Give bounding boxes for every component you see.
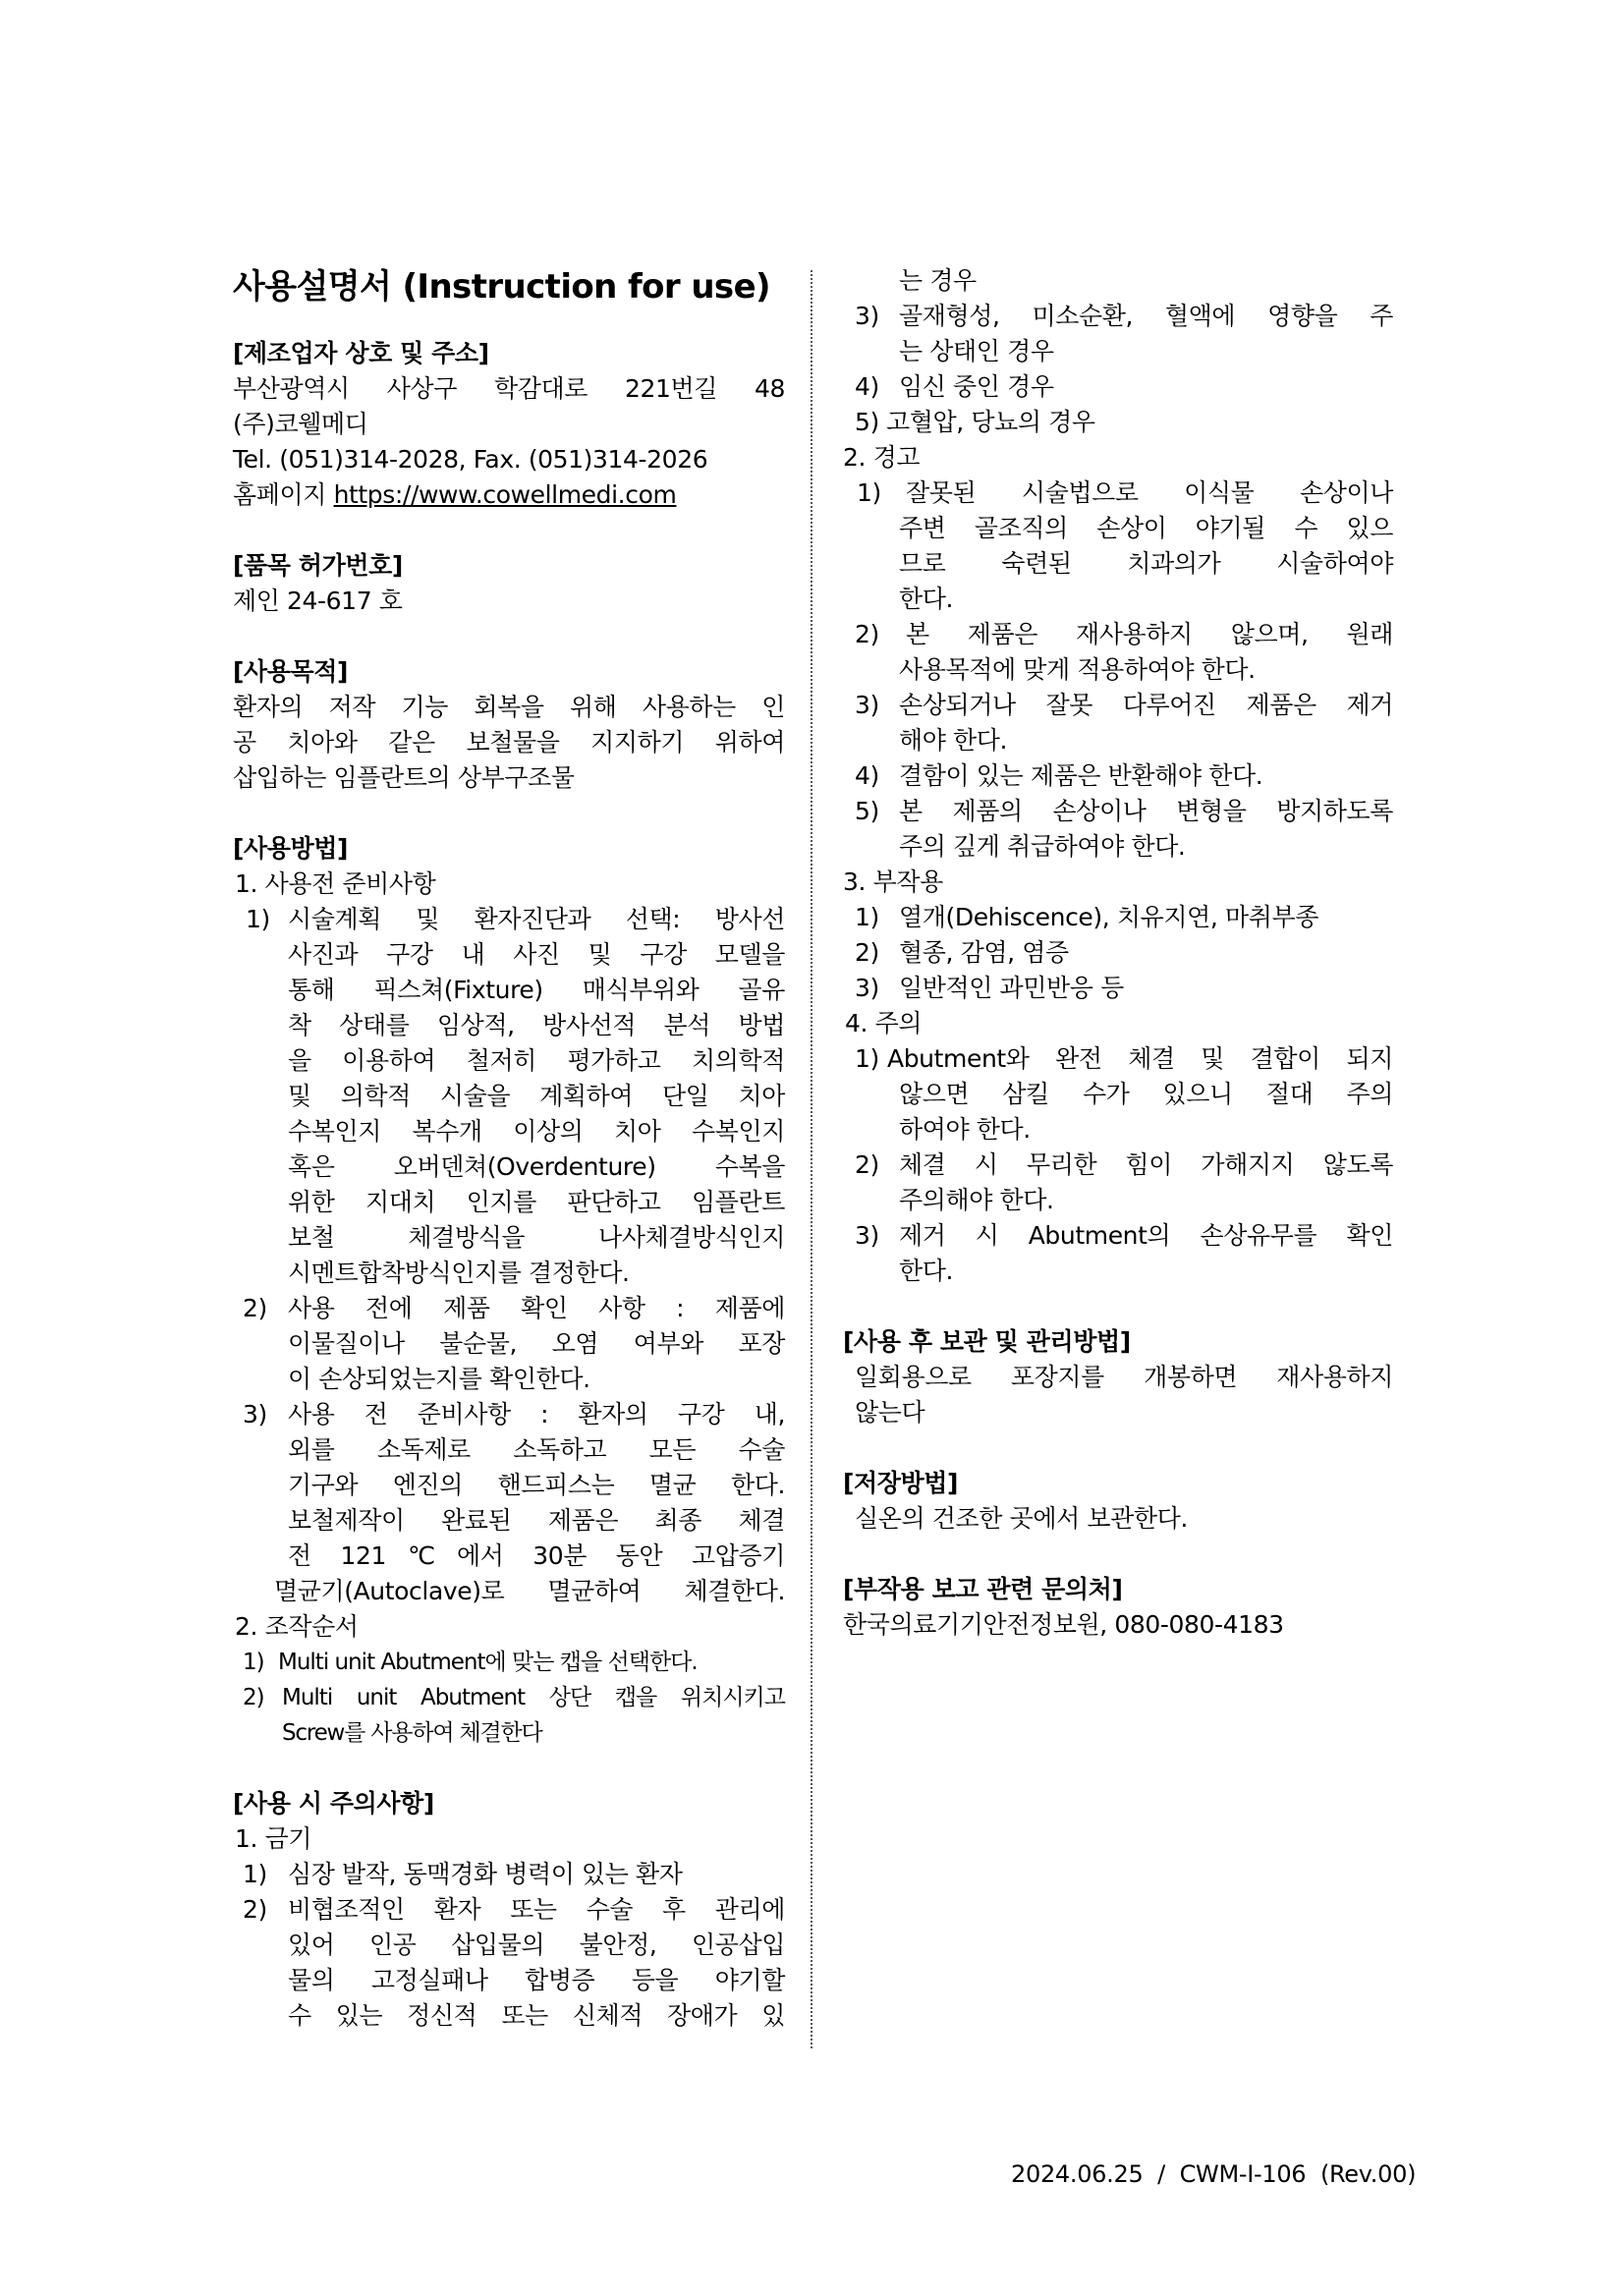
- prep-item-line: 및 의학적 시술을 계획하여 단일 치아: [288, 1082, 785, 1110]
- prep-item-line: 이 손상되었는지를 확인한다.: [288, 1365, 590, 1393]
- prep-item-line: 기구와 엔진의 핸드피스는 멸균 한다.: [288, 1471, 785, 1499]
- item-number: 3): [855, 691, 879, 719]
- prep-item-line: 을 이용하여 철저히 평가하고 치의학적: [288, 1046, 785, 1075]
- warn-item-line: 므로 숙련된 치과의가 시술하여야: [899, 549, 1393, 578]
- homepage-line: [233, 477, 676, 513]
- purpose-line: 공 치아와 같은 보철물을 지지하기 위하여: [233, 728, 785, 756]
- prep-item-line: 통해 픽스쳐(Fixture) 매식부위와 골유: [288, 976, 785, 1004]
- method-heading: [사용방법]: [233, 834, 349, 863]
- prep-item-line: 전 121℃에서 30분 동안 고압증기: [288, 1541, 785, 1570]
- homepage-link[interactable]: https://www.cowellmedi.com: [333, 480, 677, 509]
- prep-title: 1. 사용전 준비사항: [235, 869, 436, 898]
- homepage-label: 홈페이지: [233, 480, 327, 509]
- item-number: 4): [855, 372, 879, 401]
- proc-title: 2. 조작순서: [235, 1612, 359, 1641]
- item-number: 1): [243, 1650, 264, 1675]
- proc-item-line: Multi unit Abutment에 맞는 캡을 선택한다.: [278, 1650, 698, 1675]
- warn-item-line: 해야 한다.: [899, 726, 1008, 755]
- warn-item-line: 손상되거나 잘못 다루어진 제품은 제거: [899, 691, 1393, 719]
- contra-item-line: 는 경우: [899, 266, 977, 295]
- column-divider: [811, 270, 812, 2048]
- purpose-line: 삽입하는 임플란트의 상부구조물: [233, 763, 575, 792]
- item-number: 2): [855, 938, 879, 967]
- prep-item-line: 사진과 구강 내 사진 및 구강 모델을: [288, 940, 785, 969]
- proc-item-line: Multi unit Abutment 상단 캡을 위치시키고: [282, 1685, 785, 1710]
- item-number: 3): [855, 974, 879, 1002]
- after-use-line: 않는다: [855, 1398, 925, 1427]
- contra-item-line: 있어 인공 삽입물의 불안정, 인공삽입: [288, 1931, 785, 1959]
- proc-item-line: Screw를 사용하여 체결한다: [282, 1720, 542, 1746]
- manufacturer-company: (주)코웰메디: [233, 410, 368, 438]
- caution-item-line: 주의해야 한다.: [899, 1186, 1054, 1214]
- warn-title: 2. 경고: [843, 443, 921, 472]
- item-number: 1): [246, 905, 270, 933]
- prep-item-line: 사용 전에 제품 확인 사항 : 제품에: [288, 1294, 785, 1322]
- adverse-report-text: 한국의료기기안전정보원, 080-080-4183: [843, 1610, 1284, 1639]
- caution-item-line: 않으면 삼킬 수가 있으니 절대 주의: [899, 1080, 1393, 1108]
- footer: [1011, 2158, 1416, 2190]
- item-number: 5): [855, 408, 879, 436]
- contra-item-line: 골재형성, 미소순환, 혈액에 영향을 주: [899, 302, 1393, 330]
- item-number: 2): [243, 1685, 264, 1710]
- contra-item-line: 수 있는 정신적 또는 신체적 장애가 있: [288, 2001, 785, 2030]
- prep-item-line: 수복인지 복수개 이상의 치아 수복인지: [288, 1117, 785, 1146]
- side-item-line: 혈종, 감염, 염증: [899, 938, 1069, 967]
- prep-item-line: 착 상태를 임상적, 방사선적 분석 방법: [288, 1011, 785, 1039]
- after-use-heading: [사용 후 보관 및 관리방법]: [843, 1327, 1131, 1356]
- prep-item-line: 시술계획 및 환자진단과 선택: 방사선: [288, 905, 785, 933]
- caution-item-line: 체결 시 무리한 힘이 가해지지 않도록: [899, 1150, 1393, 1179]
- permit-heading: [품목 허가번호]: [233, 551, 403, 580]
- warn-item-line: 주의 깊게 취급하여야 한다.: [899, 832, 1186, 861]
- contra-item-line: 물의 고정실패나 합병증 등을 야기할: [288, 1966, 785, 1994]
- side-effects-title: 3. 부작용: [843, 868, 943, 896]
- item-number: 5): [855, 797, 879, 825]
- warn-item-line: 본 제품의 손상이나 변형을 방지하도록: [899, 797, 1393, 825]
- footer-separator: /: [1157, 2160, 1165, 2188]
- item-number: 2): [243, 1895, 267, 1924]
- item-number: 3): [243, 1400, 267, 1428]
- caution-item-line: 하여야 한다.: [899, 1115, 1031, 1144]
- item-number: 3): [855, 1221, 879, 1250]
- caution-item-line: 제거 시 Abutment의 손상유무를 확인: [899, 1221, 1393, 1250]
- contra-item-line: 는 상태인 경우: [899, 337, 1054, 365]
- manufacturer-heading: [제조업자 상호 및 주소]: [233, 339, 489, 367]
- warn-item-line: 한다.: [899, 585, 954, 613]
- side-item-line: 일반적인 과민반응 등: [899, 974, 1124, 1002]
- storage-text: 실온의 건조한 곳에서 보관한다.: [855, 1504, 1188, 1533]
- item-number: 4): [855, 761, 879, 790]
- purpose-line: 환자의 저작 기능 회복을 위해 사용하는 인: [233, 693, 785, 721]
- prep-item-line: 외를 소독제로 소독하고 모든 수술: [288, 1435, 785, 1464]
- prep-item-line: 멸균기(Autoclave)로 멸균하여 체결한다.: [274, 1577, 785, 1605]
- page-title: 사용설명서 (Instruction for use): [233, 267, 770, 307]
- warn-item-line: 본 제품은 재사용하지 않으며, 원래: [906, 620, 1393, 648]
- manufacturer-contact: Tel. (051)314-2028, Fax. (051)314-2026: [233, 445, 708, 474]
- item-number: 1): [243, 1860, 267, 1888]
- prep-item-line: 사용 전 준비사항 : 환자의 구강 내,: [288, 1400, 785, 1428]
- footer-revision: (Rev.00): [1319, 2160, 1417, 2188]
- storage-heading: [저장방법]: [843, 1469, 959, 1497]
- footer-date: 2024.06.25: [1011, 2160, 1144, 2188]
- contra-item-line: 심장 발작, 동맥경화 병력이 있는 환자: [288, 1860, 683, 1888]
- prep-item-line: 이물질이나 불순물, 오염 여부와 포장: [288, 1329, 785, 1358]
- item-number: 2): [243, 1294, 267, 1322]
- caution-item-line: 한다.: [899, 1257, 954, 1285]
- contra-item-line: 고혈압, 당뇨의 경우: [886, 408, 1095, 436]
- manufacturer-address: 부산광역시 사상구 학감대로 221번길 48: [233, 374, 785, 403]
- footer-doc-code: CWM-I-106: [1179, 2160, 1307, 2188]
- side-item-line: 열개(Dehiscence), 치유지연, 마취부종: [899, 903, 1318, 931]
- contra-item-line: 임신 중인 경우: [899, 372, 1054, 401]
- item-number: 3): [855, 302, 879, 330]
- item-number: 2): [855, 1150, 879, 1179]
- prep-item-line: 위한 지대치 인지를 판단하고 임플란트: [288, 1188, 785, 1216]
- warn-item-line: 주변 골조직의 손상이 야기될 수 있으: [899, 514, 1393, 542]
- after-use-line: 일회용으로 포장지를 개봉하면 재사용하지: [855, 1363, 1393, 1391]
- precautions-heading: [사용 시 주의사항]: [233, 1789, 434, 1818]
- prep-item-line: 보철 체결방식을 나사체결방식인지: [288, 1223, 785, 1252]
- purpose-heading: [사용목적]: [233, 657, 349, 686]
- permit-number: 제인 24-617 호: [233, 587, 403, 615]
- item-number: 1): [855, 1044, 879, 1073]
- item-number: 2): [855, 620, 879, 648]
- item-number: 1): [857, 478, 881, 507]
- caution-title: 4. 주의: [845, 1009, 923, 1037]
- contra-title: 1. 금기: [235, 1824, 312, 1853]
- warn-item-line: 잘못된 시술법으로 이식물 손상이나: [906, 478, 1393, 507]
- warn-item-line: 사용목적에 맞게 적용하여야 한다.: [899, 655, 1256, 684]
- prep-item-line: 혹은 오버덴쳐(Overdenture) 수복을: [288, 1152, 785, 1181]
- prep-item-line: 시멘트합착방식인지를 결정한다.: [288, 1259, 630, 1287]
- warn-item-line: 결함이 있는 제품은 반환해야 한다.: [899, 761, 1263, 790]
- contra-item-line: 비협조적인 환자 또는 수술 후 관리에: [288, 1895, 785, 1924]
- prep-item-line: 보철제작이 완료된 제품은 최종 체결: [288, 1506, 785, 1535]
- adverse-report-heading: [부작용 보고 관련 문의처]: [843, 1575, 1123, 1603]
- item-number: 1): [855, 903, 879, 931]
- caution-item-line: Abutment와 완전 체결 및 결합이 되지: [887, 1044, 1393, 1073]
